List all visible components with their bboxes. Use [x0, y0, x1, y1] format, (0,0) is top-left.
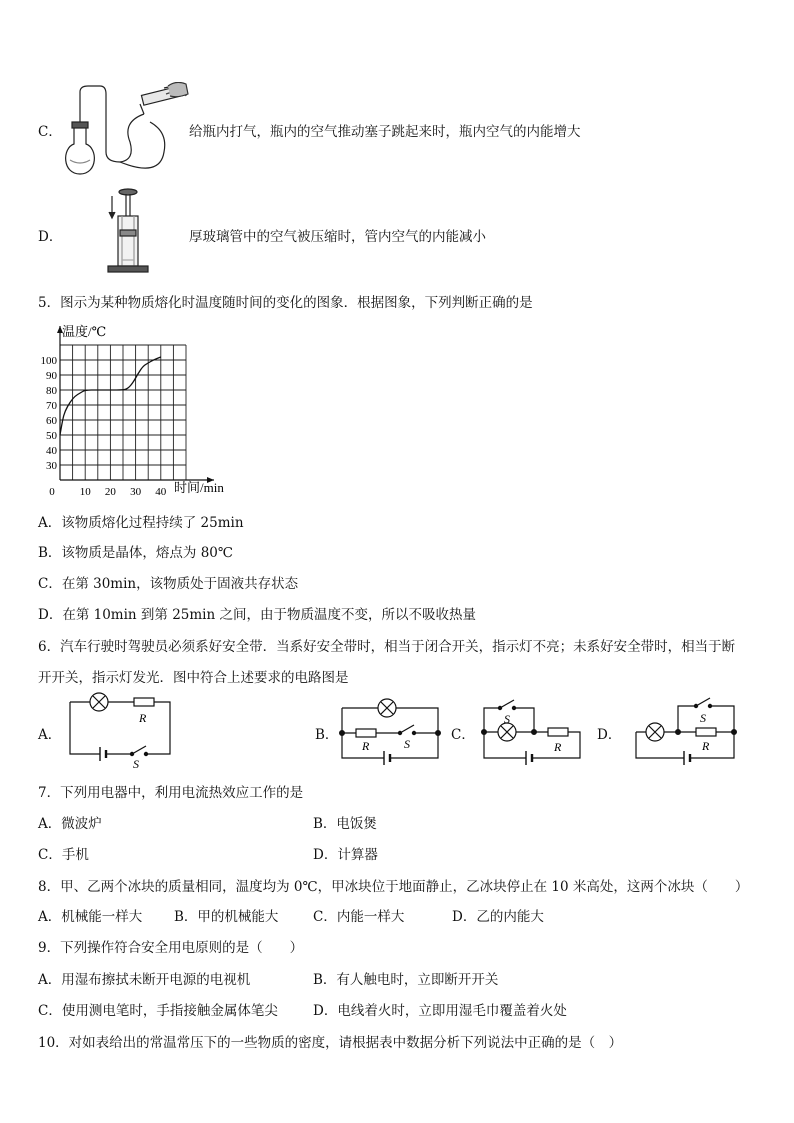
- circuit-d: [632, 694, 742, 770]
- q10-stem: 10．对如表给出的常温常压下的一些物质的密度，请根据表中数据分析下列说法中正确的是（ ）: [38, 1035, 623, 1051]
- q7-option-c: C．手机: [38, 847, 89, 863]
- y-tick-label: 100: [40, 355, 57, 367]
- q9-option-a: A．用湿布擦拭未断开电源的电视机: [38, 972, 251, 988]
- chart-grid: [60, 345, 186, 480]
- q8-option-a: A．机械能一样大: [38, 909, 143, 925]
- q8-option-d: D．乙的内能大: [452, 909, 544, 925]
- y-tick-label: 30: [46, 460, 57, 472]
- circuit-c-s-label: S: [504, 712, 510, 726]
- circuit-d-r-label: R: [702, 739, 710, 753]
- circuit-b-s-label: S: [404, 737, 410, 751]
- q5-option-c: C．在第 30min，该物质处于固液共存状态: [38, 576, 299, 592]
- q5-option-a: A．该物质熔化过程持续了 25min: [38, 515, 244, 531]
- q4-c-text: 给瓶内打气，瓶内的空气推动塞子跳起来时，瓶内空气的内能增大: [189, 124, 581, 140]
- x-tick-label: 20: [104, 486, 116, 498]
- x-tick-label: 30: [130, 486, 142, 498]
- compression-tube-figure: [100, 186, 150, 276]
- q4-d-text: 厚玻璃管中的空气被压缩时，管内空气的内能减小: [189, 229, 486, 245]
- switch-icon: [132, 746, 146, 754]
- circuit-a: [66, 690, 176, 770]
- q6-stem-line1: 6．汽车行驶时驾驶员必须系好安全带．当系好安全带时，相当于闭合开关，指示灯不亮；未系好安全带时，相当于断: [38, 639, 736, 655]
- q6-option-d-label: D．: [597, 727, 622, 743]
- y-tick-label: 70: [46, 400, 57, 412]
- resistor-icon: [134, 698, 154, 706]
- q5-stem: 5．图示为某种物质熔化时温度随时间的变化的图象．根据图象，下列判断正确的是: [38, 295, 533, 311]
- q7-option-b: B．电饭煲: [313, 816, 377, 832]
- q8-option-c: C．内能一样大: [313, 909, 405, 925]
- q7-option-d: D．计算器: [313, 847, 378, 863]
- y-tick-label: 80: [46, 385, 57, 397]
- y-tick-label: 50: [46, 430, 57, 442]
- circuit-d-s-label: S: [700, 711, 706, 725]
- q9-option-d: D．电线着火时，立即用湿毛巾覆盖着火处: [313, 1003, 567, 1019]
- q5-option-d: D．在第 10min 到第 25min 之间，由于物质温度不变，所以不吸收热量: [38, 607, 476, 623]
- q5-option-b: B．该物质是晶体，熔点为 80℃: [38, 545, 233, 561]
- q9-option-c: C．使用测电笔时，手指接触金属体笔尖: [38, 1003, 278, 1019]
- y-tick-label: 90: [46, 370, 57, 382]
- temperature-time-chart: [38, 320, 248, 498]
- chart-ylabel: 温度/℃: [62, 324, 107, 339]
- flask-pump-figure: [60, 82, 190, 180]
- q7-option-a: A．微波炉: [38, 816, 102, 832]
- circuit-a-r-label: R: [139, 711, 147, 725]
- q4-d-label: D．: [38, 229, 63, 245]
- q6-option-b-label: B．: [315, 727, 339, 743]
- circuit-b: [338, 690, 448, 770]
- q8-option-b: B．甲的机械能大: [174, 909, 279, 925]
- q6-option-c-label: C．: [451, 727, 475, 743]
- circuit-c: [476, 690, 586, 770]
- q4-c-label: C．: [38, 124, 62, 140]
- x-tick-label: 10: [79, 486, 91, 498]
- circuit-a-s-label: S: [133, 757, 139, 770]
- y-tick-label: 60: [46, 415, 57, 427]
- circuit-c-r-label: R: [554, 740, 562, 754]
- q8-stem: 8．甲、乙两个冰块的质量相同，温度均为 0℃，甲冰块位于地面静止，乙冰块停止在 10 米高处，这两个冰块（ ）: [38, 879, 749, 895]
- chart-xlabel: 时间/min: [174, 480, 224, 495]
- x-tick-label: 0: [49, 486, 55, 498]
- q7-stem: 7．下列用电器中，利用电流热效应工作的是: [38, 785, 304, 801]
- q6-stem-line2: 开开关，指示灯发光．图中符合上述要求的电路图是: [38, 670, 349, 686]
- q9-option-b: B．有人触电时，立即断开开关: [313, 972, 499, 988]
- y-tick-label: 40: [46, 445, 57, 457]
- circuit-b-r-label: R: [362, 739, 370, 753]
- q6-option-a-label: A．: [38, 727, 62, 743]
- q9-stem: 9．下列操作符合安全用电原则的是（ ）: [38, 940, 304, 956]
- x-tick-label: 40: [155, 486, 167, 498]
